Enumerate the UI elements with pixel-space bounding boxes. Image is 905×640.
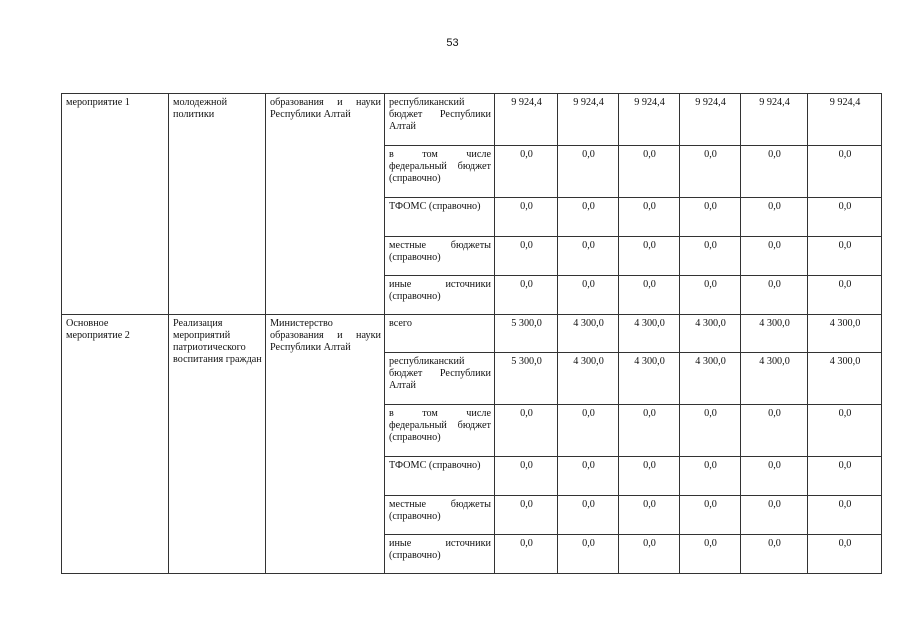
- value-cell: 0,0: [680, 237, 741, 276]
- value-cell: 0,0: [741, 198, 808, 237]
- funding-source-cell: иные источники (справочно): [385, 535, 495, 574]
- value-cell: 0,0: [808, 237, 882, 276]
- value-cell: 4 300,0: [680, 353, 741, 405]
- value-cell: 0,0: [680, 535, 741, 574]
- value-cell: 0,0: [680, 276, 741, 315]
- value-cell: 0,0: [558, 405, 619, 457]
- value-cell: 0,0: [808, 535, 882, 574]
- value-cell: 4 300,0: [619, 315, 680, 353]
- value-cell: 0,0: [619, 276, 680, 315]
- value-cell: 0,0: [495, 146, 558, 198]
- value-cell: 4 300,0: [808, 315, 882, 353]
- value-cell: 4 300,0: [741, 353, 808, 405]
- table-row: [62, 94, 882, 146]
- value-cell: 0,0: [495, 535, 558, 574]
- value-cell: 0,0: [558, 457, 619, 496]
- value-cell: 4 300,0: [808, 353, 882, 405]
- value-cell: 0,0: [558, 535, 619, 574]
- funding-source-cell: местные бюджеты (справочно): [385, 496, 495, 535]
- value-cell: 0,0: [741, 535, 808, 574]
- funding-source-cell: иные источники (справочно): [385, 276, 495, 315]
- value-cell: 0,0: [680, 198, 741, 237]
- value-cell: 9 924,4: [495, 94, 558, 146]
- value-cell: 4 300,0: [741, 315, 808, 353]
- funding-source-cell: республиканский бюджет Республики Алтай: [385, 353, 495, 405]
- value-cell: 0,0: [619, 237, 680, 276]
- value-cell: 0,0: [808, 405, 882, 457]
- funding-source-cell: местные бюджеты (справочно): [385, 237, 495, 276]
- value-cell: 0,0: [558, 237, 619, 276]
- value-cell: 0,0: [741, 237, 808, 276]
- value-cell: 9 924,4: [808, 94, 882, 146]
- value-cell: 0,0: [495, 496, 558, 535]
- value-cell: 0,0: [619, 146, 680, 198]
- value-cell: 9 924,4: [558, 94, 619, 146]
- value-cell: 4 300,0: [680, 315, 741, 353]
- value-cell: 0,0: [680, 496, 741, 535]
- value-cell: 0,0: [495, 457, 558, 496]
- value-cell: 0,0: [741, 276, 808, 315]
- event-name-cell: мероприятие 1: [62, 94, 169, 315]
- budget-table: [61, 93, 882, 574]
- page-number: 53: [446, 37, 459, 49]
- funding-source-cell: в том числе федеральный бюджет (справочно): [385, 405, 495, 457]
- table-row: [62, 315, 882, 353]
- value-cell: 5 300,0: [495, 315, 558, 353]
- value-cell: 0,0: [619, 496, 680, 535]
- value-cell: 0,0: [808, 198, 882, 237]
- value-cell: 0,0: [558, 198, 619, 237]
- funding-source-cell: всего: [385, 315, 495, 353]
- value-cell: 0,0: [495, 405, 558, 457]
- value-cell: 0,0: [741, 146, 808, 198]
- value-cell: 9 924,4: [680, 94, 741, 146]
- funding-source-cell: ТФОМС (справочно): [385, 457, 495, 496]
- value-cell: 0,0: [680, 146, 741, 198]
- value-cell: 0,0: [558, 146, 619, 198]
- funding-source-cell: ТФОМС (справочно): [385, 198, 495, 237]
- value-cell: 0,0: [558, 276, 619, 315]
- value-cell: 0,0: [619, 405, 680, 457]
- value-cell: 4 300,0: [558, 353, 619, 405]
- value-cell: 0,0: [808, 496, 882, 535]
- value-cell: 0,0: [495, 237, 558, 276]
- value-cell: 0,0: [680, 405, 741, 457]
- event-description-cell: Реализация мероприятий патриотического воспитания граждан: [169, 315, 266, 574]
- value-cell: 0,0: [808, 457, 882, 496]
- value-cell: 9 924,4: [619, 94, 680, 146]
- value-cell: 4 300,0: [619, 353, 680, 405]
- value-cell: 0,0: [558, 496, 619, 535]
- value-cell: 0,0: [808, 276, 882, 315]
- value-cell: 0,0: [495, 276, 558, 315]
- funding-source-cell: в том числе федеральный бюджет (справочно): [385, 146, 495, 198]
- value-cell: 0,0: [619, 198, 680, 237]
- value-cell: 0,0: [808, 146, 882, 198]
- value-cell: 0,0: [619, 457, 680, 496]
- funding-source-cell: республиканский бюджет Республики Алтай: [385, 94, 495, 146]
- executor-cell: образования и науки Республики Алтай: [266, 94, 385, 315]
- value-cell: 0,0: [495, 198, 558, 237]
- event-description-cell: молодежной политики: [169, 94, 266, 315]
- value-cell: 0,0: [741, 496, 808, 535]
- value-cell: 9 924,4: [741, 94, 808, 146]
- value-cell: 0,0: [741, 405, 808, 457]
- value-cell: 0,0: [680, 457, 741, 496]
- value-cell: 0,0: [619, 535, 680, 574]
- value-cell: 5 300,0: [495, 353, 558, 405]
- value-cell: 4 300,0: [558, 315, 619, 353]
- event-name-cell: Основное мероприятие 2: [62, 315, 169, 574]
- executor-cell: Министерство образования и науки Республики Алтай: [266, 315, 385, 574]
- value-cell: 0,0: [741, 457, 808, 496]
